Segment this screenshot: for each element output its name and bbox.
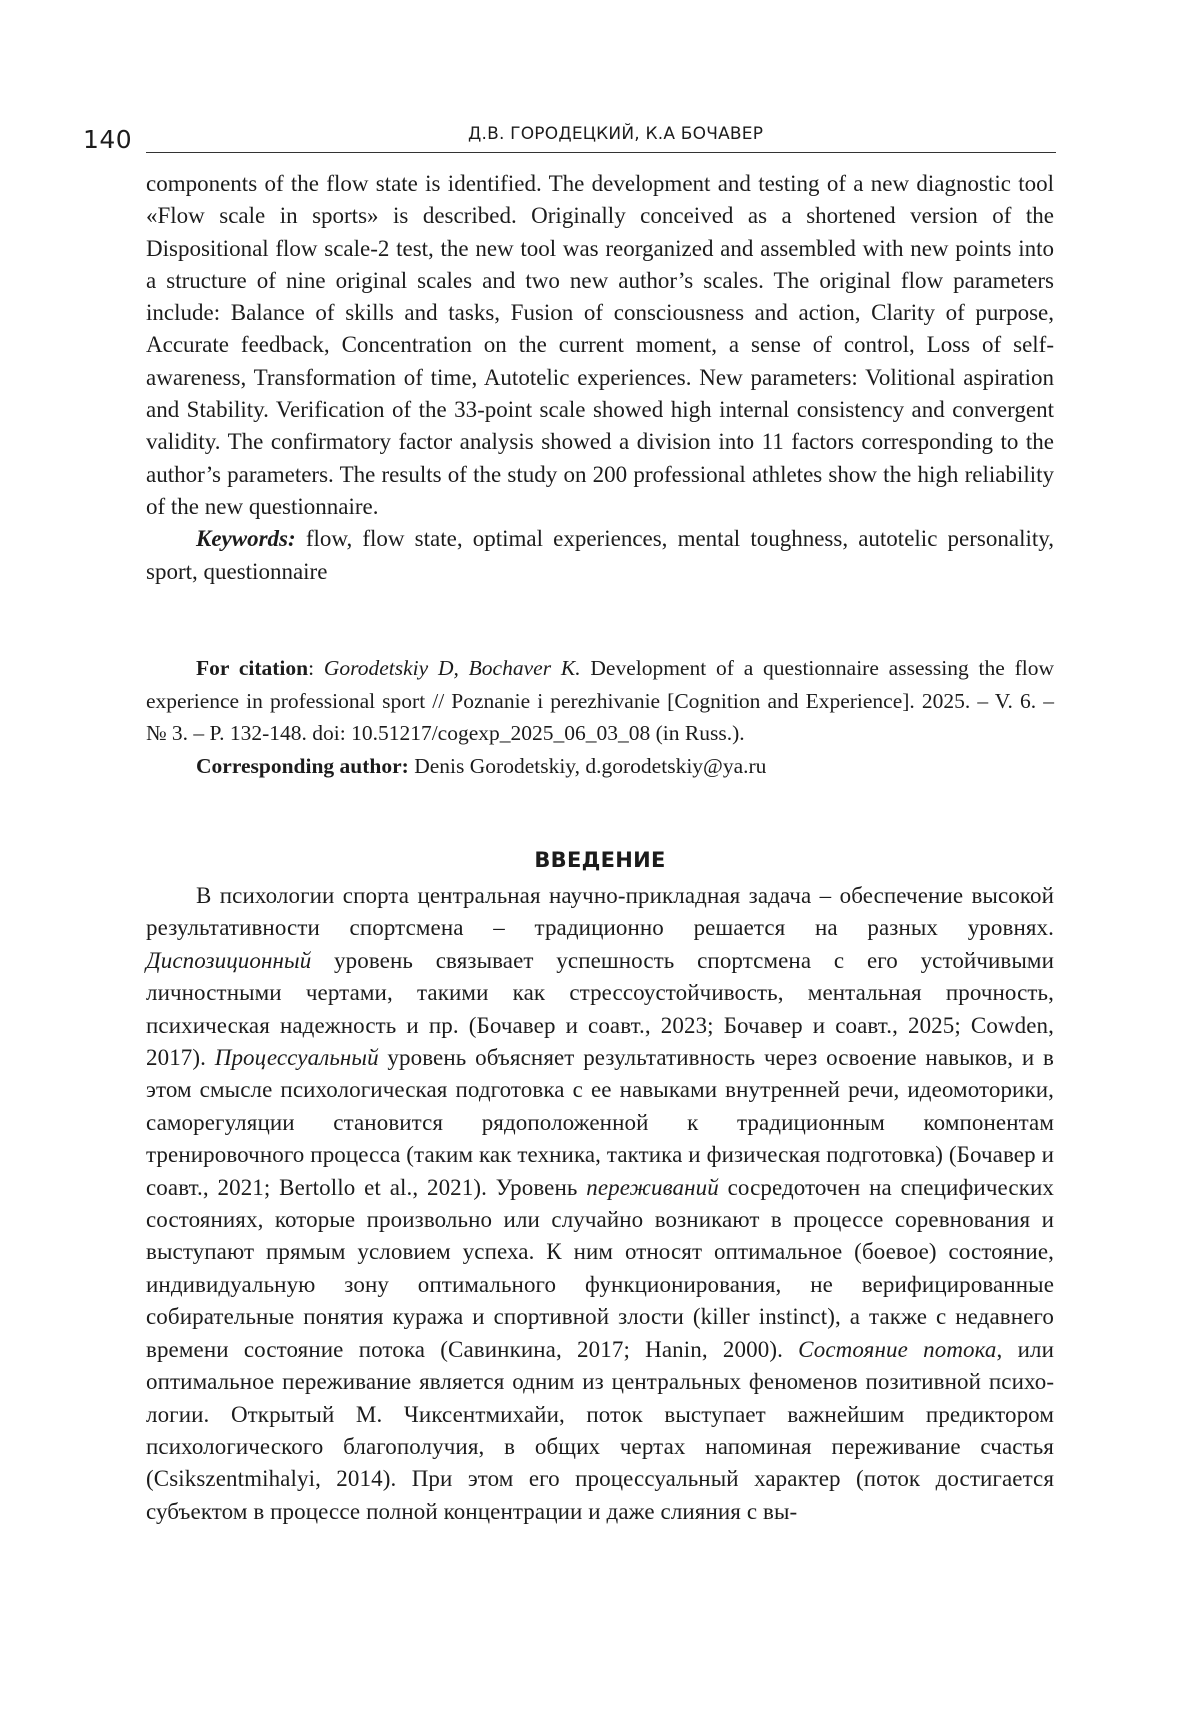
intro-term-experiences: переживаний [586,1174,719,1200]
abstract-block [146,168,1054,588]
citation-block [146,652,1054,782]
header-rule [146,152,1056,153]
intro-term-dispositional: Диспозиционный [146,947,312,973]
intro-term-procedural: Процессуальный [214,1045,379,1071]
keywords-paragraph [146,523,1054,588]
introduction-body [146,880,1054,1528]
page-header [83,118,1056,156]
section-heading: ВВЕДЕНИЕ [534,848,666,872]
intro-text: уровень объясняет результативность через освоение навыков, и в этом смысле психологическая подготовка с ее навыками внутренней речи, идеомоторики, саморегуляции становится рядоположенной к традиционным компонентам тренировочного процесса (таким как техника, тактика и физическая подготовка) (Бочавер и соавт., 2021; Bertollo et al., 2021). Уровень [146,1045,1054,1200]
keywords-text: flow, flow state, optimal experiences, mental toughness, autotelic personality, sport, questionnaire [146,526,1054,584]
corresponding-text: Denis Gorodetskiy, d.gorodetskiy@ya.ru [408,753,767,778]
citation-text: Development of a questionnaire assessing the flow experience in professional sport // Poznanie i perezhivanie [Cognition and Experience]. 2025. – V. 6. – № 3. – P. 132-148. doi: 10.51217/cogexp_2025_06_03_08 (in Russ.). [146,656,1054,745]
citation-label: For citation [196,656,309,680]
corresponding-label: Corresponding author: [196,753,409,778]
page-number: 140 [83,125,133,154]
running-head: Д.В. ГОРОДЕЦКИЙ, К.А БОЧАВЕР [468,124,764,144]
corresponding-author-paragraph [146,750,1054,783]
intro-term-flow-state: Состояние потока [798,1336,997,1362]
intro-text: , или оптимальное переживание является одним из центральных феноменов позитивной психологии. Открытый М. Чиксентмихайи, поток выступает важнейшим предиктором психологического благополучия, в общих чертах напоминая переживание счастья (Csikszentmihalyi, 2014). При этом его процессуальный характер (поток достигается субъектом в процессе полной концентрации и даже слияния с вы- [146,1336,1054,1524]
citation-colon: : [308,656,324,680]
intro-text: В психологии спорта центральная научно-прикладная задача – обеспечение высокой результативности спортсмена – традиционно решается на разных уровнях. [146,883,1054,941]
citation-paragraph [146,652,1054,750]
keywords-label: Keywords: [196,526,296,552]
abstract-paragraph: components of the flow state is identified. The development and testing of a new diagnostic tool «Flow scale in sports» is described. Originally conceived as a shortened version of the Dispositional flow scale-2 test, the new tool was reorganized and assembled with new points into a structure of nine original scales and two new author’s scales. The original flow parameters include: Balance of skills and tasks, Fusion of consciousness and action, Clarity of purpose, Accurate feedback, Concentration on the current moment, a sense of control, Loss of self-awareness, Transformation of time, Autotelic experiences. New parameters: Volitional aspiration and Stability. Verification of the 33-point scale showed high internal consistency and convergent validity. The confirmatory factor analysis showed a division into 11 factors corresponding to the author’s parameters. The results of the study on 200 professional athletes show the high reliability of the new questionnaire. [146,171,1054,519]
introduction-paragraph [146,880,1054,1528]
intro-text: уровень связывает успешность спортсмена с его устойчивыми личностными чертами, такими как стрессоустойчивость, ментальная прочность, психическая надежность и пр. (Бочавер и соавт., 2023; Бочавер и соавт., 2025; Cowden, 2017). [146,947,1054,1071]
intro-text: сосредоточен на специфических состояниях, которые произвольно или случайно возникают в процессе соревнования и выступают прямым условием успеха. К ним относят оптимальное (боевое) состояние, индивидуальную зону оптимального функционирования, не верифицированные собирательные понятия куража и спортивной злости (killer instinct), а также с недавнего времени состояние потока (Савинкина, 2017; Hanin, 2000). [146,1174,1054,1362]
citation-authors: Gorodetskiy D, Bochaver K. [323,656,581,680]
